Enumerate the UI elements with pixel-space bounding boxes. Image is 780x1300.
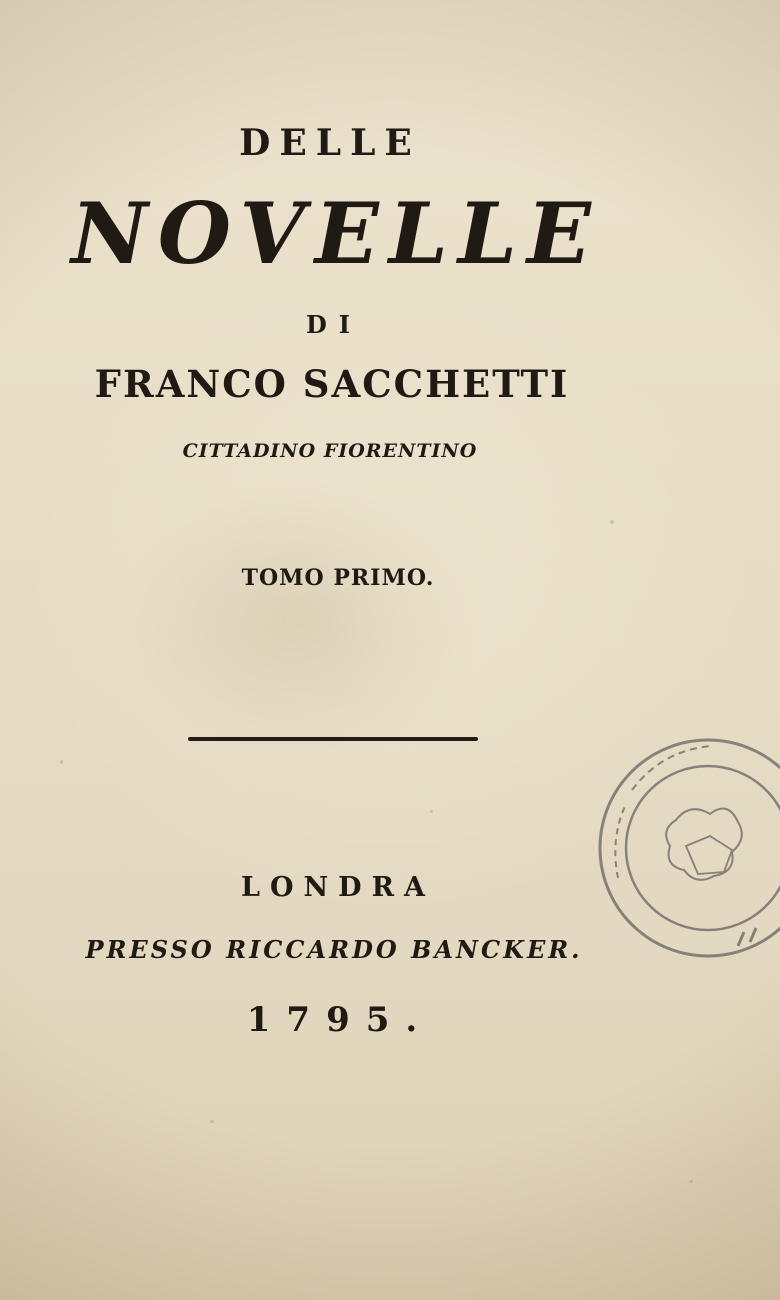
paper-speck [610, 520, 614, 524]
imprint-place: LONDRA [241, 872, 435, 903]
paper-speck [210, 1120, 214, 1123]
title-line-delle: DELLE [239, 122, 421, 164]
library-stamp-icon [588, 728, 780, 968]
title-line-novelle: NOVELLE [71, 184, 601, 283]
author-description: CITTADINO FIORENTINO [182, 440, 478, 462]
paper-speck [430, 810, 433, 813]
author-name: FRANCO SACCHETTI [94, 362, 570, 406]
title-line-di: DI [305, 310, 363, 339]
imprint-year: 1795. [246, 1000, 434, 1040]
volume-label: TOMO PRIMO. [241, 565, 435, 591]
paper-speck [690, 1180, 693, 1183]
divider-rule [188, 737, 478, 741]
imprint-printer: PRESSO RICCARDO BANCKER. [85, 935, 583, 964]
paper-speck [60, 760, 63, 764]
